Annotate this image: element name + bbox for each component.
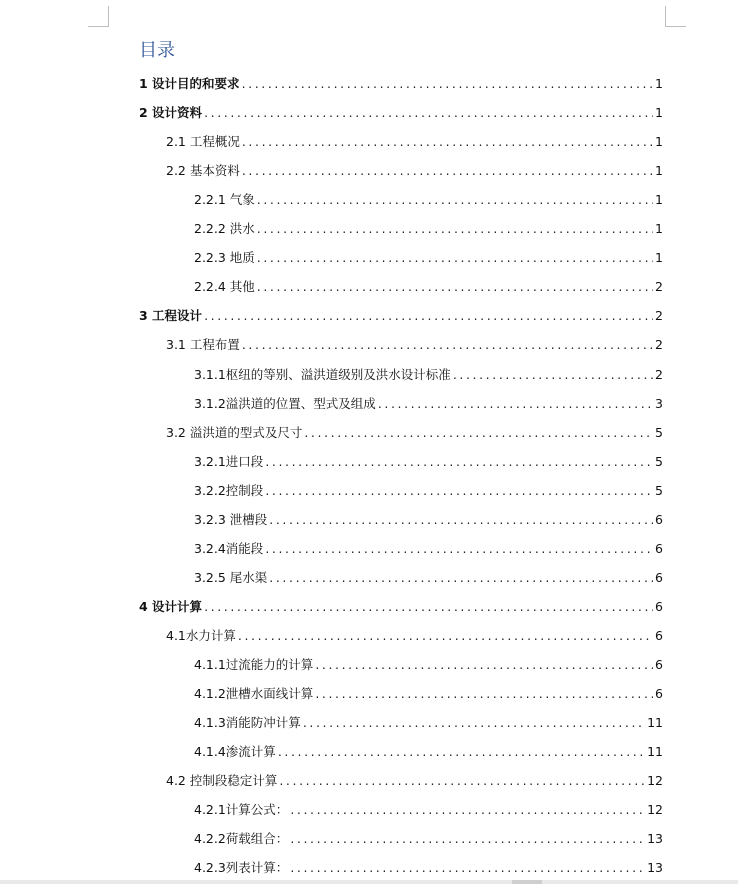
toc-entry[interactable]: [194, 568, 663, 588]
toc-entry-label: 4 设计计算: [139, 598, 203, 614]
toc-entry-page-number: 1: [655, 105, 663, 121]
toc-dot-leader: [238, 628, 653, 643]
toc-entry-label: 3.2.5 尾水渠: [194, 569, 268, 585]
toc-entry[interactable]: [194, 394, 663, 414]
toc-entry[interactable]: [194, 742, 663, 762]
toc-entry-label: 3.2 溢洪道的型式及尺寸: [166, 424, 303, 440]
toc-dot-leader: [257, 250, 653, 265]
toc-entry-label: 2.2 基本资料: [166, 163, 240, 179]
toc-entry-page-number: 11: [647, 744, 663, 760]
toc-entry-label: 4.1水力计算: [166, 627, 236, 643]
toc-entry-label: 2 设计资料: [139, 105, 203, 121]
toc-entry-label: 3.1.2溢洪道的位置、型式及组成: [194, 395, 376, 411]
toc-entry-label: 4.1.2泄槽水面线计算: [194, 686, 314, 702]
toc-dot-leader: [315, 686, 653, 701]
toc-entry-page-number: 2: [655, 308, 663, 324]
toc-entry-page-number: 5: [655, 453, 663, 469]
toc-entry[interactable]: [166, 626, 663, 646]
toc-entry-page-number: 6: [655, 511, 663, 527]
toc-dot-leader: [257, 279, 653, 294]
toc-dot-leader: [269, 570, 653, 585]
toc-entry-page-number: 3: [655, 395, 663, 411]
toc-entry-page-number: 1: [655, 163, 663, 179]
toc-dot-leader: [315, 657, 653, 672]
toc-dot-leader: [204, 105, 653, 120]
toc-entry-page-number: 11: [647, 715, 663, 731]
toc-entry[interactable]: [194, 829, 663, 849]
toc-entry[interactable]: [194, 858, 663, 878]
toc-dot-leader: [290, 831, 645, 846]
toc-entry[interactable]: [139, 306, 663, 326]
toc-entry-page-number: 1: [655, 192, 663, 208]
toc-entry[interactable]: [194, 452, 663, 472]
toc-entry-page-number: 1: [655, 134, 663, 150]
toc-entry-page-number: 6: [655, 686, 663, 702]
toc-entry-label: 4.2 控制段稳定计算: [166, 773, 278, 789]
toc-entry-label: 4.2.2荷载组合：: [194, 831, 289, 847]
toc-dot-leader: [265, 454, 653, 469]
toc-entry-label: 3 工程设计: [139, 308, 203, 324]
toc-entry[interactable]: [194, 800, 663, 820]
toc-dot-leader: [304, 425, 653, 440]
toc-entry-label: 2.1 工程概况: [166, 134, 240, 150]
toc-entry-page-number: 6: [655, 627, 663, 643]
toc-entry-label: 4.1.4渗流计算: [194, 744, 276, 760]
toc-entry[interactable]: [166, 423, 663, 443]
toc-entry[interactable]: [139, 74, 663, 94]
toc-entry-page-number: 5: [655, 482, 663, 498]
toc-entry-label: 4.2.3列表计算：: [194, 860, 289, 876]
toc-entry-page-number: 2: [655, 279, 663, 295]
toc-dot-leader: [242, 134, 653, 149]
toc-entry[interactable]: [166, 161, 663, 181]
toc-entry-page-number: 1: [655, 76, 663, 91]
toc-dot-leader: [290, 860, 645, 875]
toc-entry-label: 3.2.3 泄槽段: [194, 511, 268, 527]
toc-entry-page-number: 13: [647, 860, 663, 876]
toc-dot-leader: [257, 192, 653, 207]
toc-entry-label: 3.2.1进口段: [194, 453, 264, 469]
toc-entry[interactable]: [194, 219, 663, 239]
margin-corner-top-right: [665, 6, 686, 27]
toc-entry-label: 2.2.3 地质: [194, 250, 255, 266]
toc-entry[interactable]: [194, 510, 663, 530]
toc-entry-label: 2.2.4 其他: [194, 279, 255, 295]
toc-entry-page-number: 12: [647, 773, 663, 789]
toc-entry-label: 3.1.1枢纽的等别、溢洪道级别及洪水设计标准: [194, 366, 451, 382]
toc-dot-leader: [278, 744, 645, 759]
toc-entry-page-number: 6: [655, 598, 663, 614]
toc-dot-leader: [204, 599, 653, 614]
toc-entry[interactable]: [194, 248, 663, 268]
toc-entry-label: 3.2.4消能段: [194, 540, 264, 556]
toc-entry-page-number: 1: [655, 250, 663, 266]
toc-entry-page-number: 2: [655, 366, 663, 382]
toc-entry-label: 3.2.2控制段: [194, 482, 264, 498]
toc-dot-leader: [204, 308, 653, 323]
toc-entry[interactable]: [194, 655, 663, 675]
toc-entry-page-number: 1: [655, 221, 663, 237]
toc-entry[interactable]: [194, 481, 663, 501]
toc-dot-leader: [378, 396, 653, 411]
toc-entry[interactable]: [166, 771, 663, 791]
toc-dot-leader: [242, 337, 653, 352]
toc-dot-leader: [265, 483, 653, 498]
horizontal-scrollbar[interactable]: [0, 880, 738, 884]
toc-entry[interactable]: [166, 132, 663, 152]
toc-dot-leader: [269, 512, 653, 527]
toc-dot-leader: [279, 773, 645, 788]
toc-entry[interactable]: [194, 277, 663, 297]
toc-dot-leader: [265, 541, 653, 556]
toc-dot-leader: [257, 221, 653, 236]
toc-entry[interactable]: [194, 713, 663, 733]
toc-dot-leader: [290, 802, 645, 817]
toc-title: 目录: [139, 40, 175, 61]
toc-entry-label: 2.2.1 气象: [194, 192, 255, 208]
toc-entry-page-number: 6: [655, 540, 663, 556]
toc-entry-page-number: 5: [655, 424, 663, 440]
toc-dot-leader: [242, 163, 653, 178]
toc-entry-label: 4.1.1过流能力的计算: [194, 657, 314, 672]
toc-entry[interactable]: [194, 190, 663, 210]
toc-entry-label: 1 设计目的和要求: [139, 76, 240, 91]
toc-entry[interactable]: [194, 365, 663, 385]
toc-entry-page-number: 2: [655, 337, 663, 353]
toc-dot-leader: [303, 715, 645, 730]
toc-entry-page-number: 6: [655, 657, 663, 672]
toc-entry-page-number: 12: [647, 802, 663, 818]
toc-entry[interactable]: [166, 335, 663, 355]
toc-dot-leader: [453, 367, 653, 382]
toc-entry[interactable]: [139, 597, 663, 617]
toc-entry[interactable]: [194, 539, 663, 559]
margin-corner-top-left: [88, 6, 109, 27]
toc-entry-page-number: 13: [647, 831, 663, 847]
toc-dot-leader: [242, 76, 653, 91]
toc-entry-label: 4.1.3消能防冲计算: [194, 715, 301, 731]
toc-entry[interactable]: [139, 103, 663, 123]
toc-entry[interactable]: [194, 684, 663, 704]
toc-entry-label: 2.2.2 洪水: [194, 221, 255, 237]
toc-entry-label: 3.1 工程布置: [166, 337, 240, 353]
scrollbar-thumb[interactable]: [512, 880, 542, 884]
toc-entry-label: 4.2.1计算公式：: [194, 802, 289, 818]
toc-entry-page-number: 6: [655, 569, 663, 585]
